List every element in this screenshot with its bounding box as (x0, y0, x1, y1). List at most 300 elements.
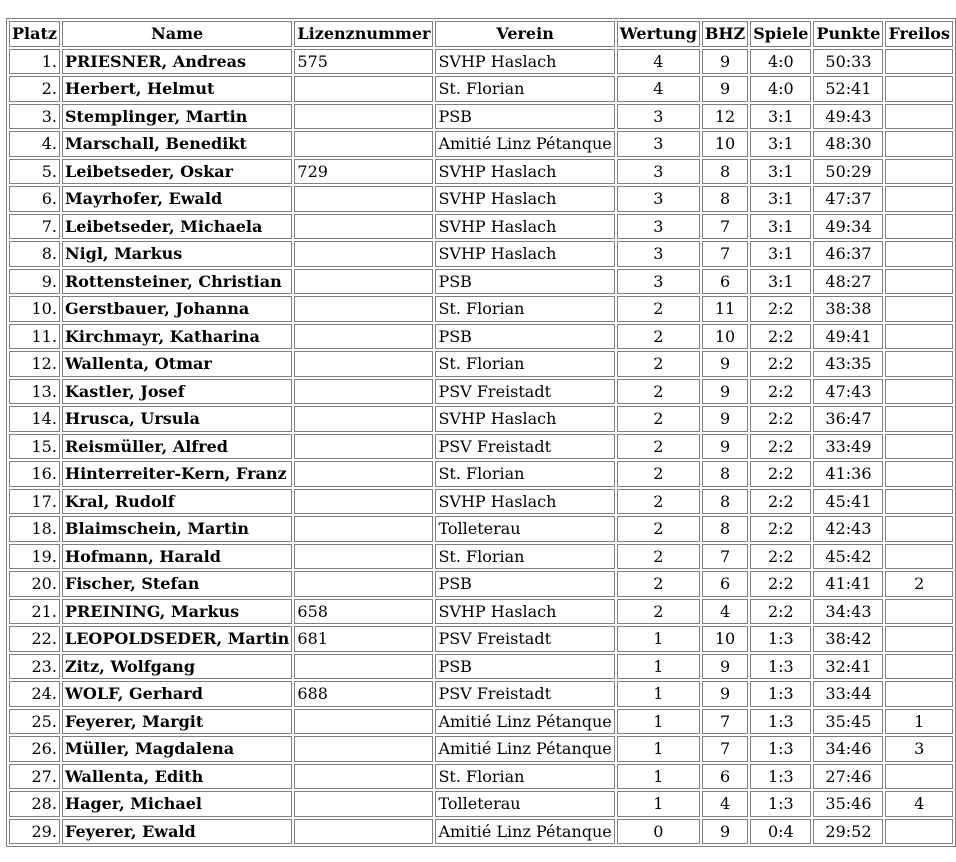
cell-wertung: 1 (617, 791, 700, 817)
table-row (9, 406, 953, 432)
cell-verein: St. Florian (435, 351, 614, 377)
cell-punkte: 41:41 (813, 571, 883, 597)
cell-punkte: 35:45 (813, 709, 883, 735)
table-row (9, 571, 953, 597)
cell-spiele: 3:1 (750, 214, 811, 240)
cell-bhz: 9 (702, 406, 748, 432)
cell-verein: PSB (435, 269, 614, 295)
header-punkte: Punkte (813, 21, 883, 47)
cell-freilos (885, 49, 953, 75)
cell-name: Nigl, Markus (62, 241, 292, 267)
cell-spiele: 4:0 (750, 76, 811, 102)
cell-lizenznummer (294, 131, 433, 157)
cell-wertung: 3 (617, 131, 700, 157)
cell-bhz: 6 (702, 571, 748, 597)
cell-spiele: 3:1 (750, 269, 811, 295)
cell-verein: PSV Freistadt (435, 434, 614, 460)
cell-punkte: 50:33 (813, 49, 883, 75)
header-spiele: Spiele (750, 21, 811, 47)
table-row (9, 379, 953, 405)
cell-name: Leibetseder, Michaela (62, 214, 292, 240)
cell-bhz: 9 (702, 351, 748, 377)
cell-wertung: 2 (617, 544, 700, 570)
cell-platz: 5. (9, 159, 60, 185)
cell-lizenznummer (294, 819, 433, 845)
cell-lizenznummer (294, 104, 433, 130)
cell-verein: Amitié Linz Pétanque (435, 709, 614, 735)
cell-spiele: 1:3 (750, 764, 811, 790)
cell-bhz: 9 (702, 76, 748, 102)
cell-name: PRIESNER, Andreas (62, 49, 292, 75)
header-platz: Platz (9, 21, 60, 47)
cell-verein: Tolleterau (435, 791, 614, 817)
cell-wertung: 2 (617, 516, 700, 542)
cell-name: Reismüller, Alfred (62, 434, 292, 460)
cell-wertung: 3 (617, 241, 700, 267)
cell-bhz: 7 (702, 214, 748, 240)
cell-verein: PSB (435, 654, 614, 680)
cell-lizenznummer (294, 296, 433, 322)
cell-name: LEOPOLDSEDER, Martin (62, 626, 292, 652)
standings-container (6, 18, 956, 847)
cell-platz: 14. (9, 406, 60, 432)
cell-freilos (885, 599, 953, 625)
cell-punkte: 46:37 (813, 241, 883, 267)
cell-bhz: 11 (702, 296, 748, 322)
cell-wertung: 2 (617, 489, 700, 515)
cell-platz: 11. (9, 324, 60, 350)
cell-punkte: 45:41 (813, 489, 883, 515)
cell-lizenznummer (294, 709, 433, 735)
cell-freilos (885, 489, 953, 515)
cell-bhz: 8 (702, 159, 748, 185)
table-row (9, 131, 953, 157)
cell-name: Kastler, Josef (62, 379, 292, 405)
cell-name: Müller, Magdalena (62, 736, 292, 762)
table-row (9, 544, 953, 570)
cell-freilos (885, 76, 953, 102)
cell-verein: Tolleterau (435, 516, 614, 542)
cell-name: Kral, Rudolf (62, 489, 292, 515)
cell-name: Kirchmayr, Katharina (62, 324, 292, 350)
cell-spiele: 3:1 (750, 104, 811, 130)
cell-lizenznummer: 729 (294, 159, 433, 185)
cell-wertung: 3 (617, 159, 700, 185)
cell-verein: SVHP Haslach (435, 406, 614, 432)
cell-freilos (885, 269, 953, 295)
cell-lizenznummer (294, 214, 433, 240)
cell-wertung: 2 (617, 379, 700, 405)
cell-bhz: 9 (702, 654, 748, 680)
cell-wertung: 2 (617, 434, 700, 460)
cell-bhz: 8 (702, 516, 748, 542)
cell-freilos (885, 379, 953, 405)
cell-wertung: 2 (617, 571, 700, 597)
cell-wertung: 3 (617, 104, 700, 130)
cell-name: Blaimschein, Martin (62, 516, 292, 542)
cell-punkte: 33:49 (813, 434, 883, 460)
cell-freilos (885, 406, 953, 432)
cell-platz: 2. (9, 76, 60, 102)
cell-freilos: 3 (885, 736, 953, 762)
cell-name: Stemplinger, Martin (62, 104, 292, 130)
cell-bhz: 4 (702, 791, 748, 817)
cell-name: Rottensteiner, Christian (62, 269, 292, 295)
cell-name: Zitz, Wolfgang (62, 654, 292, 680)
cell-spiele: 1:3 (750, 709, 811, 735)
header-verein: Verein (435, 21, 614, 47)
cell-punkte: 33:44 (813, 681, 883, 707)
cell-lizenznummer (294, 736, 433, 762)
header-bhz: BHZ (702, 21, 748, 47)
cell-name: Herbert, Helmut (62, 76, 292, 102)
cell-platz: 4. (9, 131, 60, 157)
cell-bhz: 9 (702, 819, 748, 845)
cell-lizenznummer (294, 324, 433, 350)
cell-punkte: 34:43 (813, 599, 883, 625)
cell-spiele: 4:0 (750, 49, 811, 75)
cell-wertung: 4 (617, 49, 700, 75)
cell-platz: 6. (9, 186, 60, 212)
cell-name: Wallenta, Otmar (62, 351, 292, 377)
cell-spiele: 2:2 (750, 351, 811, 377)
cell-freilos (885, 131, 953, 157)
cell-bhz: 10 (702, 626, 748, 652)
cell-punkte: 42:43 (813, 516, 883, 542)
cell-spiele: 3:1 (750, 159, 811, 185)
cell-bhz: 4 (702, 599, 748, 625)
cell-verein: Amitié Linz Pétanque (435, 819, 614, 845)
cell-freilos (885, 626, 953, 652)
cell-spiele: 2:2 (750, 544, 811, 570)
cell-punkte: 47:43 (813, 379, 883, 405)
header-freilos: Freilos (885, 21, 953, 47)
cell-wertung: 2 (617, 351, 700, 377)
cell-name: Fischer, Stefan (62, 571, 292, 597)
cell-name: Hinterreiter-Kern, Franz (62, 461, 292, 487)
cell-verein: SVHP Haslach (435, 159, 614, 185)
cell-bhz: 8 (702, 186, 748, 212)
cell-verein: St. Florian (435, 296, 614, 322)
cell-wertung: 2 (617, 461, 700, 487)
table-row (9, 599, 953, 625)
cell-platz: 24. (9, 681, 60, 707)
cell-verein: PSB (435, 571, 614, 597)
cell-platz: 17. (9, 489, 60, 515)
table-row (9, 296, 953, 322)
cell-wertung: 1 (617, 654, 700, 680)
table-row (9, 186, 953, 212)
cell-bhz: 8 (702, 489, 748, 515)
header-row (9, 21, 953, 47)
cell-spiele: 3:1 (750, 241, 811, 267)
header-name: Name (62, 21, 292, 47)
cell-platz: 10. (9, 296, 60, 322)
table-row (9, 681, 953, 707)
cell-verein: St. Florian (435, 461, 614, 487)
cell-punkte: 48:27 (813, 269, 883, 295)
cell-lizenznummer: 681 (294, 626, 433, 652)
cell-lizenznummer (294, 351, 433, 377)
cell-platz: 29. (9, 819, 60, 845)
cell-wertung: 2 (617, 406, 700, 432)
cell-verein: SVHP Haslach (435, 489, 614, 515)
cell-wertung: 4 (617, 76, 700, 102)
cell-freilos (885, 654, 953, 680)
cell-platz: 15. (9, 434, 60, 460)
cell-spiele: 2:2 (750, 516, 811, 542)
cell-platz: 25. (9, 709, 60, 735)
cell-spiele: 1:3 (750, 681, 811, 707)
cell-freilos (885, 544, 953, 570)
cell-bhz: 7 (702, 241, 748, 267)
cell-freilos (885, 351, 953, 377)
cell-verein: Amitié Linz Pétanque (435, 131, 614, 157)
cell-wertung: 3 (617, 186, 700, 212)
cell-verein: Amitié Linz Pétanque (435, 736, 614, 762)
table-row (9, 159, 953, 185)
cell-spiele: 2:2 (750, 296, 811, 322)
cell-bhz: 12 (702, 104, 748, 130)
cell-wertung: 1 (617, 736, 700, 762)
cell-punkte: 49:41 (813, 324, 883, 350)
cell-spiele: 3:1 (750, 131, 811, 157)
cell-verein: PSV Freistadt (435, 379, 614, 405)
cell-verein: PSB (435, 324, 614, 350)
table-row (9, 49, 953, 75)
header-wertung: Wertung (617, 21, 700, 47)
cell-lizenznummer (294, 379, 433, 405)
cell-platz: 16. (9, 461, 60, 487)
cell-spiele: 1:3 (750, 654, 811, 680)
table-row (9, 76, 953, 102)
cell-name: WOLF, Gerhard (62, 681, 292, 707)
cell-name: Mayrhofer, Ewald (62, 186, 292, 212)
cell-wertung: 1 (617, 709, 700, 735)
cell-spiele: 3:1 (750, 186, 811, 212)
cell-wertung: 3 (617, 269, 700, 295)
cell-bhz: 10 (702, 131, 748, 157)
cell-platz: 1. (9, 49, 60, 75)
cell-lizenznummer (294, 544, 433, 570)
cell-bhz: 9 (702, 434, 748, 460)
cell-punkte: 47:37 (813, 186, 883, 212)
cell-platz: 3. (9, 104, 60, 130)
cell-spiele: 1:3 (750, 736, 811, 762)
cell-lizenznummer: 658 (294, 599, 433, 625)
cell-spiele: 2:2 (750, 406, 811, 432)
cell-wertung: 2 (617, 599, 700, 625)
cell-freilos (885, 764, 953, 790)
cell-platz: 7. (9, 214, 60, 240)
table-row (9, 626, 953, 652)
cell-freilos: 1 (885, 709, 953, 735)
table-row (9, 324, 953, 350)
cell-spiele: 2:2 (750, 461, 811, 487)
cell-lizenznummer (294, 434, 433, 460)
cell-punkte: 41:36 (813, 461, 883, 487)
cell-lizenznummer (294, 186, 433, 212)
cell-punkte: 52:41 (813, 76, 883, 102)
cell-verein: PSB (435, 104, 614, 130)
table-row (9, 736, 953, 762)
cell-spiele: 2:2 (750, 599, 811, 625)
cell-lizenznummer: 688 (294, 681, 433, 707)
cell-name: Feyerer, Margit (62, 709, 292, 735)
cell-punkte: 45:42 (813, 544, 883, 570)
cell-bhz: 7 (702, 736, 748, 762)
table-row (9, 516, 953, 542)
cell-name: Marschall, Benedikt (62, 131, 292, 157)
cell-bhz: 6 (702, 269, 748, 295)
cell-bhz: 8 (702, 461, 748, 487)
cell-spiele: 2:2 (750, 571, 811, 597)
cell-spiele: 1:3 (750, 791, 811, 817)
cell-platz: 18. (9, 516, 60, 542)
cell-spiele: 2:2 (750, 379, 811, 405)
cell-platz: 13. (9, 379, 60, 405)
cell-lizenznummer (294, 791, 433, 817)
cell-lizenznummer (294, 269, 433, 295)
cell-wertung: 1 (617, 626, 700, 652)
cell-verein: St. Florian (435, 76, 614, 102)
cell-verein: SVHP Haslach (435, 186, 614, 212)
cell-freilos: 4 (885, 791, 953, 817)
table-row (9, 214, 953, 240)
cell-spiele: 0:4 (750, 819, 811, 845)
cell-bhz: 9 (702, 49, 748, 75)
cell-punkte: 49:34 (813, 214, 883, 240)
cell-bhz: 10 (702, 324, 748, 350)
cell-lizenznummer (294, 764, 433, 790)
cell-punkte: 49:43 (813, 104, 883, 130)
cell-verein: PSV Freistadt (435, 626, 614, 652)
header-lizenznummer: Lizenznummer (294, 21, 433, 47)
cell-freilos (885, 104, 953, 130)
cell-freilos (885, 461, 953, 487)
cell-name: Leibetseder, Oskar (62, 159, 292, 185)
cell-punkte: 38:42 (813, 626, 883, 652)
cell-freilos (885, 241, 953, 267)
cell-platz: 22. (9, 626, 60, 652)
cell-punkte: 35:46 (813, 791, 883, 817)
cell-name: Wallenta, Edith (62, 764, 292, 790)
cell-wertung: 0 (617, 819, 700, 845)
cell-wertung: 1 (617, 681, 700, 707)
cell-lizenznummer (294, 406, 433, 432)
cell-platz: 19. (9, 544, 60, 570)
cell-freilos (885, 324, 953, 350)
cell-freilos: 2 (885, 571, 953, 597)
cell-lizenznummer: 575 (294, 49, 433, 75)
cell-freilos (885, 819, 953, 845)
cell-punkte: 43:35 (813, 351, 883, 377)
table-row (9, 104, 953, 130)
table-row (9, 819, 953, 845)
cell-bhz: 7 (702, 709, 748, 735)
table-row (9, 764, 953, 790)
cell-verein: St. Florian (435, 544, 614, 570)
standings-table (6, 18, 956, 847)
cell-lizenznummer (294, 461, 433, 487)
cell-bhz: 9 (702, 379, 748, 405)
cell-spiele: 2:2 (750, 489, 811, 515)
cell-wertung: 1 (617, 764, 700, 790)
cell-freilos (885, 516, 953, 542)
table-row (9, 791, 953, 817)
cell-name: Feyerer, Ewald (62, 819, 292, 845)
table-row (9, 434, 953, 460)
cell-lizenznummer (294, 571, 433, 597)
cell-verein: St. Florian (435, 764, 614, 790)
cell-platz: 27. (9, 764, 60, 790)
table-row (9, 489, 953, 515)
cell-name: Gerstbauer, Johanna (62, 296, 292, 322)
cell-punkte: 34:46 (813, 736, 883, 762)
cell-wertung: 2 (617, 324, 700, 350)
cell-name: Hager, Michael (62, 791, 292, 817)
cell-lizenznummer (294, 241, 433, 267)
table-row (9, 654, 953, 680)
table-row (9, 351, 953, 377)
cell-bhz: 9 (702, 681, 748, 707)
cell-freilos (885, 681, 953, 707)
standings-body (9, 49, 953, 845)
cell-wertung: 2 (617, 296, 700, 322)
cell-punkte: 38:38 (813, 296, 883, 322)
cell-verein: PSV Freistadt (435, 681, 614, 707)
cell-lizenznummer (294, 516, 433, 542)
cell-platz: 21. (9, 599, 60, 625)
cell-name: Hofmann, Harald (62, 544, 292, 570)
cell-freilos (885, 159, 953, 185)
cell-platz: 23. (9, 654, 60, 680)
cell-freilos (885, 214, 953, 240)
table-row (9, 461, 953, 487)
cell-platz: 26. (9, 736, 60, 762)
cell-lizenznummer (294, 489, 433, 515)
cell-freilos (885, 296, 953, 322)
cell-lizenznummer (294, 76, 433, 102)
cell-punkte: 36:47 (813, 406, 883, 432)
cell-lizenznummer (294, 654, 433, 680)
cell-spiele: 2:2 (750, 434, 811, 460)
cell-punkte: 50:29 (813, 159, 883, 185)
cell-verein: SVHP Haslach (435, 214, 614, 240)
cell-platz: 28. (9, 791, 60, 817)
cell-platz: 8. (9, 241, 60, 267)
table-row (9, 269, 953, 295)
cell-verein: SVHP Haslach (435, 599, 614, 625)
cell-bhz: 7 (702, 544, 748, 570)
cell-bhz: 6 (702, 764, 748, 790)
cell-platz: 20. (9, 571, 60, 597)
cell-freilos (885, 186, 953, 212)
cell-spiele: 1:3 (750, 626, 811, 652)
cell-punkte: 48:30 (813, 131, 883, 157)
cell-verein: SVHP Haslach (435, 49, 614, 75)
cell-platz: 9. (9, 269, 60, 295)
table-row (9, 241, 953, 267)
cell-verein: SVHP Haslach (435, 241, 614, 267)
cell-platz: 12. (9, 351, 60, 377)
cell-wertung: 3 (617, 214, 700, 240)
table-row (9, 709, 953, 735)
cell-spiele: 2:2 (750, 324, 811, 350)
cell-name: Hrusca, Ursula (62, 406, 292, 432)
cell-name: PREINING, Markus (62, 599, 292, 625)
cell-punkte: 27:46 (813, 764, 883, 790)
